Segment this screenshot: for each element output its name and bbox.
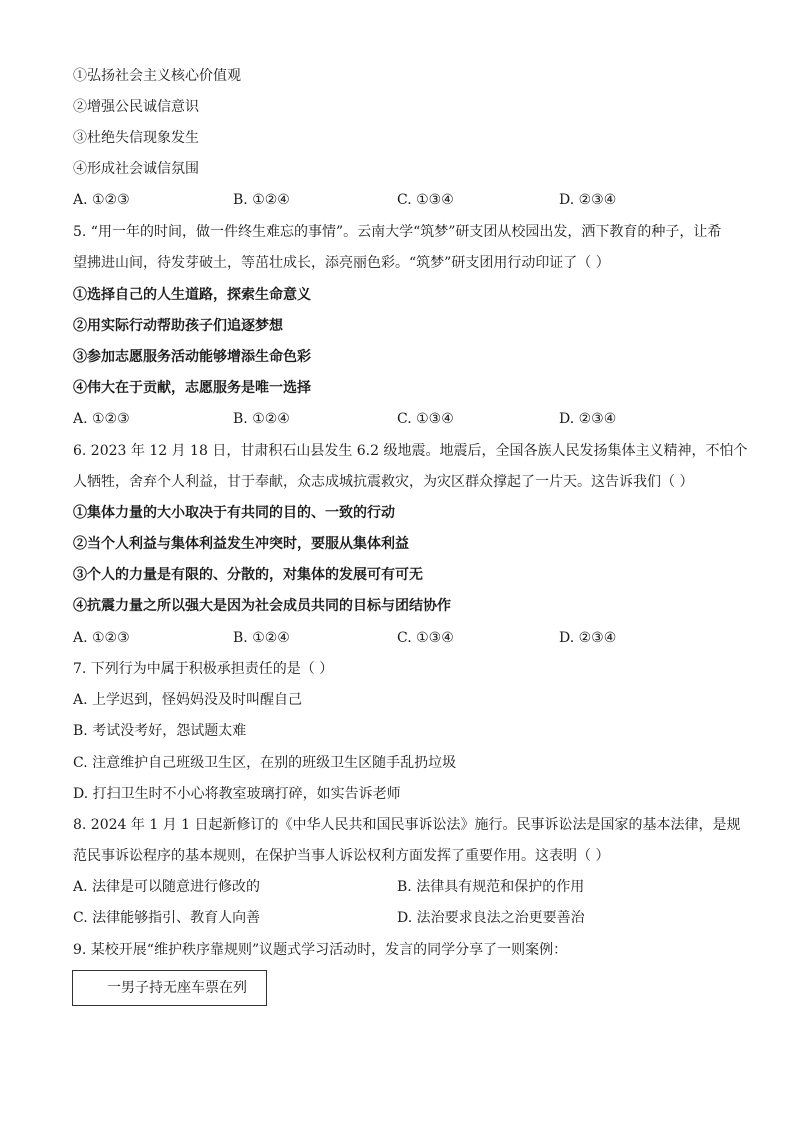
q5-stem-line-2: 望拂进山间，待发芽破土，等茁壮成长，添亮丽色彩。“筑梦”研支团用行动印证了（ ） [73,255,610,271]
q6-stem-line-1: 6. 2023 年 12 月 18 日，甘肃积石山县发生 6.2 级地震。地震后，全国各族人民发扬集体主义精神，不怕个 [73,443,748,459]
q6-item-4: ④抗震力量之所以强大是因为社会成员共同的目标与团结协作 [73,598,451,614]
q6-option-c[interactable]: C. ①③④ [397,630,454,646]
q5-option-b[interactable]: B. ①②④ [233,411,290,427]
q5-option-d[interactable]: D. ②③④ [559,411,617,427]
q4-item-4: ④形成社会诚信氛围 [73,161,199,177]
q6-item-3: ③个人的力量是有限的、分散的，对集体的发展可有可无 [73,567,423,583]
q8-option-a[interactable]: A. 法律是可以随意进行修改的 [73,879,261,895]
q4-option-c[interactable]: C. ①③④ [397,192,454,208]
q8-stem-line-2: 范民事诉讼程序的基本规则，在保护当事人诉讼权利方面发挥了重要作用。这表明（ ） [73,848,610,864]
q7-option-b[interactable]: B. 考试没考好，怨试题太难 [73,723,247,739]
q6-stem-line-2: 人牺牲，舍弃个人利益，甘于奉献，众志成城抗震救灾，为灾区群众撑起了一片天。这告诉我们（ ） [73,474,694,490]
q9-case-text: 一男子持无座车票在列 [107,980,247,996]
q5-option-c[interactable]: C. ①③④ [397,411,454,427]
q7-stem: 7. 下列行为中属于积极承担责任的是（ ） [73,661,334,677]
q4-item-3: ③杜绝失信现象发生 [73,130,199,146]
q5-item-3: ③参加志愿服务活动能够增添生命色彩 [73,349,311,365]
q5-option-a[interactable]: A. ①②③ [73,411,130,427]
q4-option-a[interactable]: A. ①②③ [73,192,130,208]
q5-item-2: ②用实际行动帮助孩子们追逐梦想 [73,318,283,334]
q6-option-a[interactable]: A. ①②③ [73,630,130,646]
q6-item-2: ②当个人利益与集体利益发生冲突时，要服从集体利益 [73,536,409,552]
q7-option-c[interactable]: C. 注意维护自己班级卫生区，在别的班级卫生区随手乱扔垃圾 [73,755,457,771]
q7-option-a[interactable]: A. 上学迟到，怪妈妈没及时叫醒自己 [73,692,303,708]
q8-option-c[interactable]: C. 法律能够指引、教育人向善 [73,910,261,926]
q6-option-d[interactable]: D. ②③④ [559,630,617,646]
q6-option-b[interactable]: B. ①②④ [233,630,290,646]
q7-option-d[interactable]: D. 打扫卫生时不小心将教室玻璃打碎，如实告诉老师 [73,786,401,802]
q9-case-box [72,970,267,1006]
q4-item-2: ②增强公民诚信意识 [73,99,199,115]
q8-stem-line-1: 8. 2024 年 1 月 1 日起新修订的《中华人民共和国民事诉讼法》施行。民事诉讼法是国家的基本法律，是规 [73,817,741,833]
q5-stem-line-1: 5. “用一年的时间，做一件终生难忘的事情”。云南大学“筑梦”研支团从校园出发，洒下教育的种子，让希 [73,224,722,240]
q6-item-1: ①集体力量的大小取决于有共同的目的、一致的行动 [73,505,395,521]
q9-stem: 9. 某校开展“维护秩序靠规则”议题式学习活动时，发言的同学分享了一则案例： [73,942,568,958]
q5-item-4: ④伟大在于贡献，志愿服务是唯一选择 [73,380,311,396]
q4-option-d[interactable]: D. ②③④ [559,192,617,208]
q4-item-1: ①弘扬社会主义核心价值观 [73,68,241,84]
q5-item-1: ①选择自己的人生道路，探索生命意义 [73,287,311,303]
q4-option-b[interactable]: B. ①②④ [233,192,290,208]
q8-option-b[interactable]: B. 法律具有规范和保护的作用 [397,879,585,895]
q8-option-d[interactable]: D. 法治要求良法之治更要善治 [397,910,585,926]
